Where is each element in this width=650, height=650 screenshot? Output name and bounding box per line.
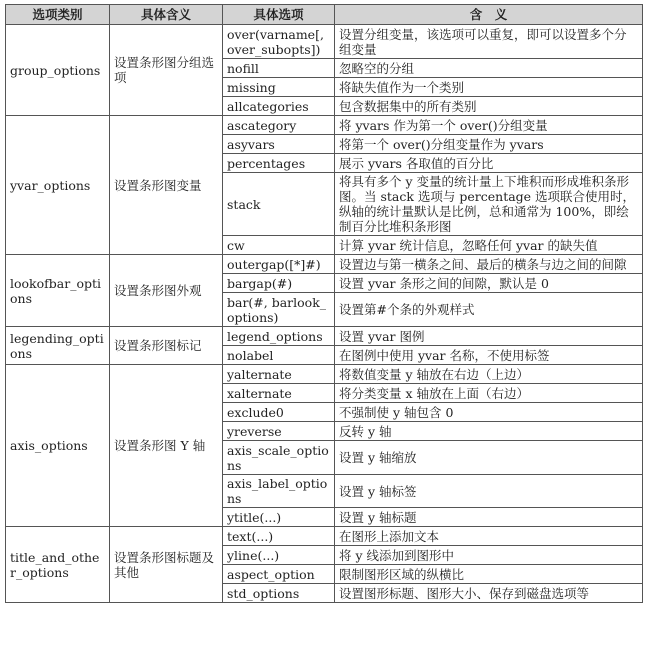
description-cell: 反转 y 轴 xyxy=(335,422,643,441)
header-description: 含 义 xyxy=(335,5,643,25)
table-row xyxy=(6,255,643,274)
category-cell: group_options xyxy=(6,25,110,116)
category-cell: axis_options xyxy=(6,365,110,527)
header-row xyxy=(6,5,643,25)
description-cell: 设置 yvar 条形之间的间隙，默认是 0 xyxy=(335,274,643,293)
table-row xyxy=(6,527,643,546)
option-cell: stack xyxy=(223,173,335,236)
category-cell: legending_options xyxy=(6,327,110,365)
description-cell: 将 y 线添加到图形中 xyxy=(335,546,643,565)
description-cell: 将数值变量 y 轴放在右边（上边） xyxy=(335,365,643,384)
option-cell: ascategory xyxy=(223,116,335,135)
description-cell: 设置分组变量，该选项可以重复，即可以设置多个分组变量 xyxy=(335,25,643,59)
option-cell: bar(#, barlook_options) xyxy=(223,293,335,327)
options-table xyxy=(5,4,643,603)
meaning-cell: 设置条形图标题及其他 xyxy=(110,527,223,603)
description-cell: 在图例中使用 yvar 名称，不使用标签 xyxy=(335,346,643,365)
description-cell: 在图形上添加文本 xyxy=(335,527,643,546)
option-cell: axis_scale_options xyxy=(223,441,335,475)
meaning-cell: 设置条形图变量 xyxy=(110,116,223,255)
description-cell: 忽略空的分组 xyxy=(335,59,643,78)
option-cell: std_options xyxy=(223,584,335,603)
option-cell: legend_options xyxy=(223,327,335,346)
option-cell: yalternate xyxy=(223,365,335,384)
meaning-cell: 设置条形图 Y 轴 xyxy=(110,365,223,527)
description-cell: 将第一个 over()分组变量作为 yvars xyxy=(335,135,643,154)
table-body xyxy=(6,25,643,603)
description-cell: 设置 y 轴标题 xyxy=(335,508,643,527)
header-meaning: 具体含义 xyxy=(110,5,223,25)
description-cell: 将缺失值作为一个类别 xyxy=(335,78,643,97)
option-cell: yreverse xyxy=(223,422,335,441)
description-cell: 限制图形区域的纵横比 xyxy=(335,565,643,584)
header-option: 具体选项 xyxy=(223,5,335,25)
option-cell: outergap([*]#) xyxy=(223,255,335,274)
option-cell: aspect_option xyxy=(223,565,335,584)
meaning-cell: 设置条形图标记 xyxy=(110,327,223,365)
option-cell: bargap(#) xyxy=(223,274,335,293)
option-cell: exclude0 xyxy=(223,403,335,422)
header-category: 选项类别 xyxy=(6,5,110,25)
option-cell: ytitle(...) xyxy=(223,508,335,527)
category-cell: yvar_options xyxy=(6,116,110,255)
description-cell: 包含数据集中的所有类别 xyxy=(335,97,643,116)
description-cell: 不强制使 y 轴包含 0 xyxy=(335,403,643,422)
description-cell: 设置 yvar 图例 xyxy=(335,327,643,346)
description-cell: 设置图形标题、图形大小、保存到磁盘选项等 xyxy=(335,584,643,603)
option-cell: axis_label_options xyxy=(223,475,335,508)
description-cell: 将分类变量 x 轴放在上面（右边） xyxy=(335,384,643,403)
table-row xyxy=(6,365,643,384)
option-cell: over(varname[,over_subopts]) xyxy=(223,25,335,59)
option-cell: nolabel xyxy=(223,346,335,365)
option-cell: asyvars xyxy=(223,135,335,154)
description-cell: 设置边与第一横条之间、最后的横条与边之间的间隙 xyxy=(335,255,643,274)
description-cell: 设置 y 轴缩放 xyxy=(335,441,643,475)
table-row xyxy=(6,116,643,135)
description-cell: 设置 y 轴标签 xyxy=(335,475,643,508)
table-row xyxy=(6,25,643,59)
option-cell: text(...) xyxy=(223,527,335,546)
option-cell: allcategories xyxy=(223,97,335,116)
category-cell: lookofbar_options xyxy=(6,255,110,327)
option-cell: percentages xyxy=(223,154,335,173)
option-cell: nofill xyxy=(223,59,335,78)
category-cell: title_and_other_options xyxy=(6,527,110,603)
description-cell: 将 yvars 作为第一个 over()分组变量 xyxy=(335,116,643,135)
meaning-cell: 设置条形图外观 xyxy=(110,255,223,327)
option-cell: missing xyxy=(223,78,335,97)
option-cell: cw xyxy=(223,236,335,255)
option-cell: xalternate xyxy=(223,384,335,403)
description-cell: 计算 yvar 统计信息，忽略任何 yvar 的缺失值 xyxy=(335,236,643,255)
option-cell: yline(...) xyxy=(223,546,335,565)
meaning-cell: 设置条形图分组选项 xyxy=(110,25,223,116)
description-cell: 将具有多个 y 变量的统计量上下堆积而形成堆积条形图。当 stack 选项与 percentage 选项联合使用时，纵轴的统计量默认是比例，总和通常为 100%，即绘制百分比堆积条形图 xyxy=(335,173,643,236)
table-row xyxy=(6,327,643,346)
description-cell: 设置第#个条的外观样式 xyxy=(335,293,643,327)
description-cell: 展示 yvars 各取值的百分比 xyxy=(335,154,643,173)
